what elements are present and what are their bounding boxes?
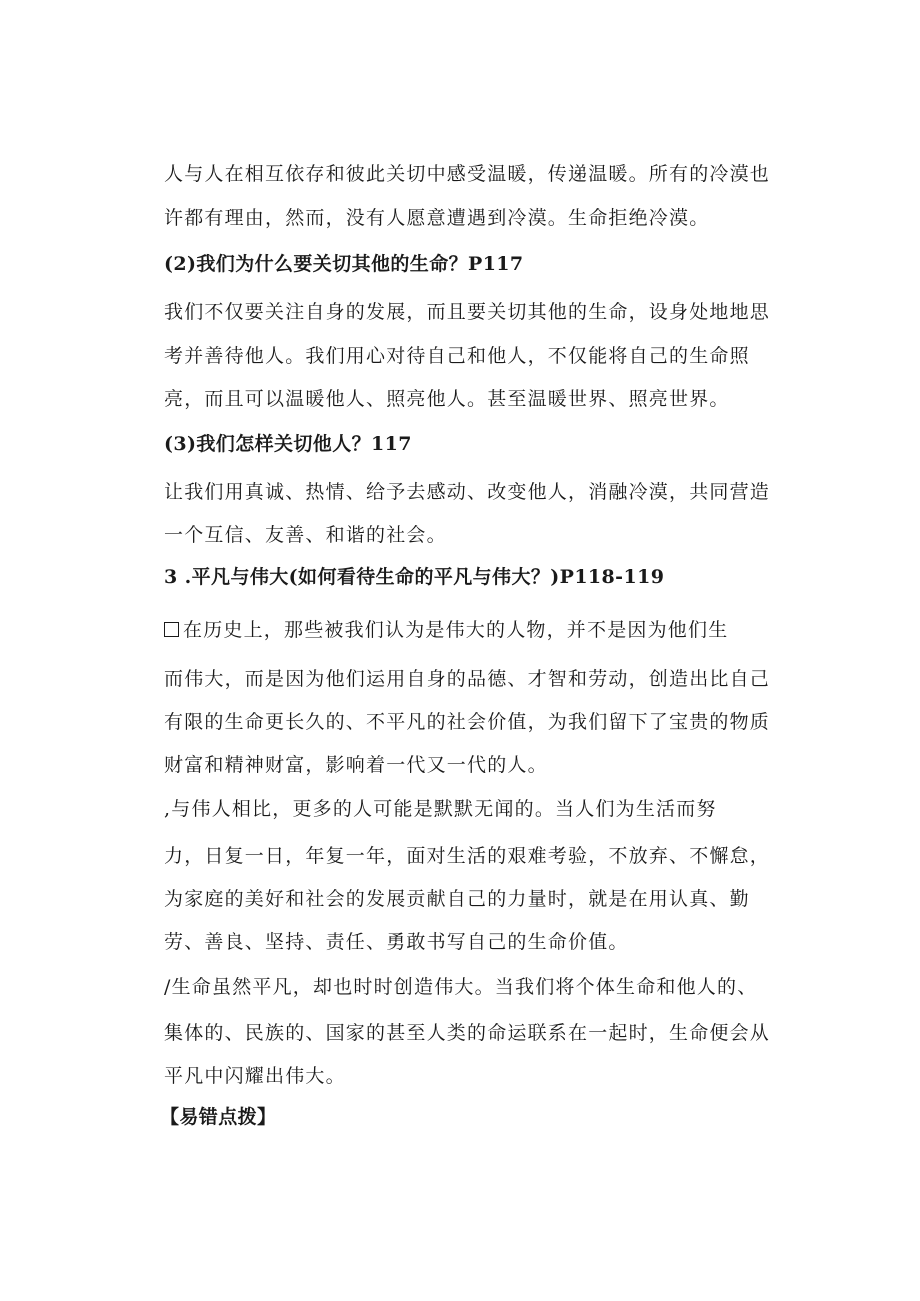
text-line: 在历史上，那些被我们认为是伟大的人物，并不是因为他们生 — [183, 619, 729, 641]
section-heading: (3)我们怎样关切他人？117 — [164, 433, 412, 455]
text-line: 许都有理由，然而，没有人愿意遭遇到冷漠。生命拒绝冷漠。 — [164, 207, 710, 229]
text-line: 为家庭的美好和社会的发展贡献自己的力量时，就是在用认真、勤 — [164, 888, 750, 910]
section-heading: 【易错点拨】 — [160, 1106, 277, 1128]
text-line: 一个互信、友善、和谐的社会。 — [164, 524, 447, 546]
text-line: ,与伟人相比，更多的人可能是默默无闻的。当人们为生活而努 — [164, 798, 717, 820]
text-line: 让我们用真诚、热情、给予去感动、改变他人，消融冷漠，共同营造 — [164, 481, 771, 503]
text-line-with-box — [164, 618, 728, 642]
text-line: 考并善待他人。我们用心对待自己和他人，不仅能将自己的生命照 — [164, 345, 750, 367]
text-line: 平凡中闪耀出伟大。 — [164, 1065, 346, 1087]
section-heading: 3 .平凡与伟大(如何看待生命的平凡与伟大？)P118-119 — [164, 566, 665, 588]
checkbox-square-icon — [164, 622, 179, 637]
text-line: 劳、善良、坚持、责任、勇敢书写自己的生命价值。 — [164, 931, 629, 953]
text-line: 有限的生命更长久的、不平凡的社会价值，为我们留下了宝贵的物质 — [164, 711, 771, 733]
text-line: /生命虽然平凡，却也时时创造伟大。当我们将个体生命和他人的、 — [164, 976, 758, 998]
text-line: 财富和精神财富，影响着一代又一代的人。 — [164, 754, 548, 776]
text-line: 力，日复一日，年复一年，面对生活的艰难考验，不放弃、不懈怠， — [164, 845, 771, 867]
text-line: 亮，而且可以温暖他人、照亮他人。甚至温暖世界、照亮世界。 — [164, 388, 730, 410]
text-line: 人与人在相互依存和彼此关切中感受温暖，传递温暖。所有的冷漠也 — [164, 163, 771, 185]
text-line: 而伟大，而是因为他们运用自身的品德、才智和劳动，创造出比自己 — [164, 668, 771, 690]
text-line: 我们不仅要关注自身的发展，而且要关切其他的生命，设身处地地思 — [164, 301, 771, 323]
section-heading: (2)我们为什么要关切其他的生命？P117 — [164, 253, 524, 275]
text-line: 集体的、民族的、国家的甚至人类的命运联系在一起时，生命便会从 — [164, 1022, 771, 1044]
